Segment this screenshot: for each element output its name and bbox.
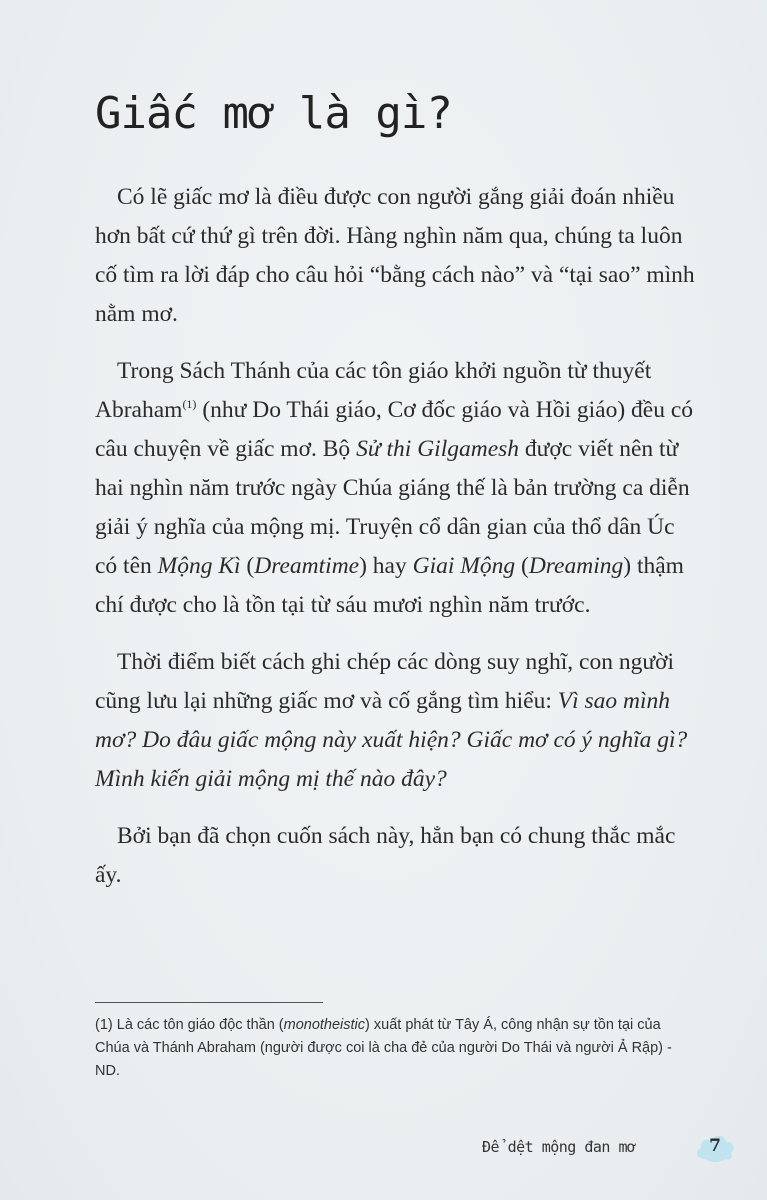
running-footer-title: Để dệt mộng đan mơ xyxy=(482,1138,636,1156)
body-text xyxy=(95,178,695,913)
italic-text: Mộng Kì xyxy=(157,553,241,579)
italic-text: Vì sao mình mơ? Do đâu giấc mộng này xuất hiện? Giấc mơ có ý nghĩa gì? Mình kiến giải mộng mị thế nào đây? xyxy=(95,688,688,792)
italic-text: monotheistic xyxy=(283,1017,366,1033)
italic-text: Sử thi Gilgamesh xyxy=(356,436,520,462)
text-run: ) xuất phát từ Tây Á, công nhận sự tồn tại của Chúa và Thánh Abraham (người được coi là cha đẻ của người Do Thái và người Ả Rập) - ND. xyxy=(95,1017,672,1079)
italic-text: Dreamtime xyxy=(254,553,360,579)
page-number: 7 xyxy=(709,1136,721,1156)
paragraph-1 xyxy=(95,178,695,334)
text-run: (1) Là các tôn giáo độc thần ( xyxy=(95,1017,284,1033)
paragraph-4 xyxy=(95,817,695,895)
text-run: Bởi bạn đã chọn cuốn sách này, hẳn bạn có chung thắc mắc ấy. xyxy=(95,823,676,888)
paragraph-2 xyxy=(95,352,695,625)
text-run: ( xyxy=(240,553,255,579)
text-run: ) thậm chí được cho là tồn tại từ sáu mươi nghìn năm trước. xyxy=(95,553,684,618)
italic-text: Giai Mộng xyxy=(412,553,516,579)
text-run: Thời điểm biết cách ghi chép các dòng suy nghĩ, con người cũng lưu lại những giấc mơ và cố gắng tìm hiểu: xyxy=(95,649,675,714)
text-run: được viết nên từ hai nghìn năm trước ngày Chúa giáng thế là bản trường ca diễn giải ý nghĩa của mộng mị. Truyện cổ dân gian của thổ dân Úc có tên xyxy=(95,436,690,579)
italic-text: Dreaming xyxy=(528,553,624,579)
text-run: Trong Sách Thánh của các tôn giáo khởi nguồn từ thuyết Abraham xyxy=(95,358,652,423)
text-run: ) hay xyxy=(359,553,413,579)
page-number-badge xyxy=(694,1130,736,1164)
paragraph-3 xyxy=(95,643,695,799)
text-run: Có lẽ giấc mơ là điều được con người gắng giải đoán nhiều hơn bất cứ thứ gì trên đời. Hàng nghìn năm qua, chúng ta luôn cố tìm ra lời đáp cho câu hỏi “bằng cách nào” và “tại sao” mình nằm mơ. xyxy=(95,184,695,327)
footnote xyxy=(95,1014,695,1083)
footnote-marker: (1) xyxy=(182,397,197,412)
footnote-divider xyxy=(95,1002,323,1003)
text-run: ( xyxy=(515,553,529,579)
text-run: (như Do Thái giáo, Cơ đốc giáo và Hồi giáo) đều có câu chuyện về giấc mơ. Bộ xyxy=(95,397,694,462)
chapter-title: Giấc mơ là gì? xyxy=(95,88,452,139)
